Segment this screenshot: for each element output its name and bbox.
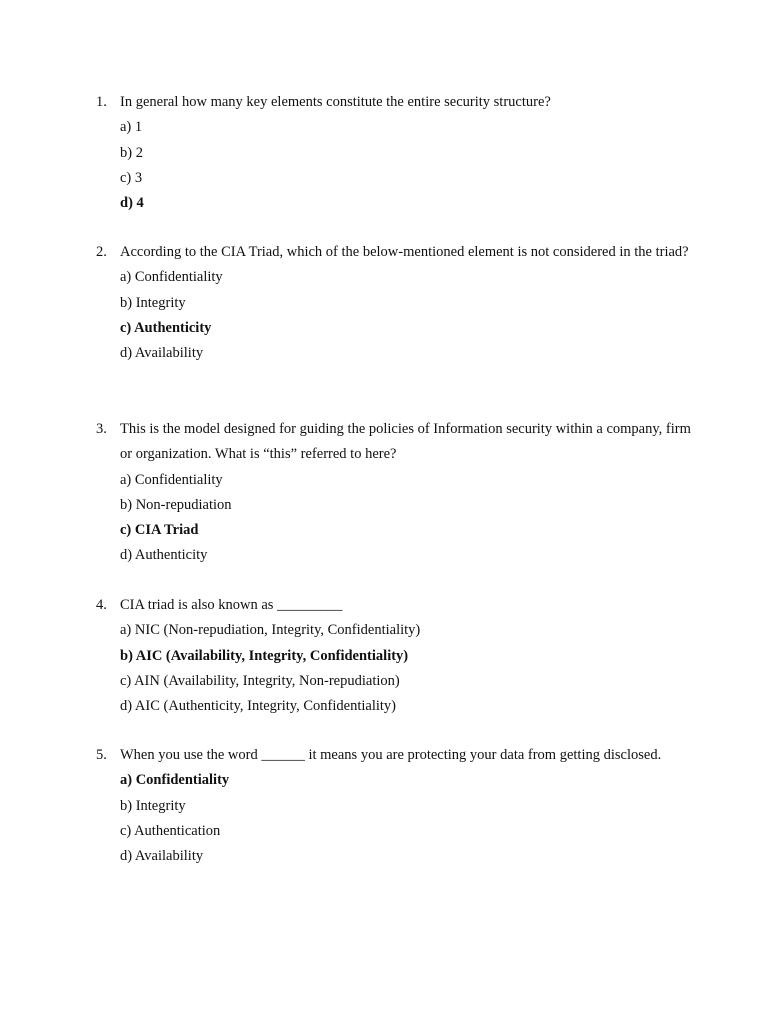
question-2	[96, 240, 706, 366]
option-d: d) AIC (Authenticity, Integrity, Confidentiality)	[120, 698, 396, 715]
option-b: b) Non-repudiation	[120, 497, 232, 514]
question-text: In general how many key elements constitute the entire security structure?	[120, 94, 551, 110]
options-list	[120, 768, 706, 869]
option-c: c) AIN (Availability, Integrity, Non-repudiation)	[120, 672, 400, 689]
option-d: d) Availability	[120, 848, 204, 865]
question-number: 2.	[96, 244, 107, 260]
question-number: 1.	[96, 94, 107, 110]
options-list	[120, 115, 706, 216]
question-1	[96, 90, 706, 216]
options-list	[120, 265, 706, 366]
option-c: c) 3	[120, 169, 143, 186]
option-d: d) Availability	[120, 345, 204, 362]
option-b: b) 2	[120, 144, 143, 161]
option-b: b) Integrity	[120, 294, 186, 311]
question-number: 3.	[96, 421, 107, 437]
option-c: c) Authenticity	[120, 319, 212, 336]
option-c: c) Authentication	[120, 822, 221, 839]
question-text: According to the CIA Triad, which of the below-mentioned element is not considered in the triad?	[120, 244, 689, 260]
options-list	[120, 618, 706, 719]
option-a: a) NIC (Non-repudiation, Integrity, Confidentiality)	[120, 622, 421, 639]
question-4	[96, 593, 706, 719]
option-d: d) 4	[120, 195, 144, 212]
question-text: When you use the word ______ it means you are protecting your data from getting disclosed.	[120, 747, 662, 763]
options-list	[120, 468, 706, 569]
question-3	[96, 417, 706, 569]
option-a: a) Confidentiality	[120, 772, 230, 789]
option-b: b) Integrity	[120, 797, 186, 814]
option-a: a) Confidentiality	[120, 269, 223, 286]
option-a: a) Confidentiality	[120, 471, 223, 488]
option-c: c) CIA Triad	[120, 522, 199, 539]
option-b: b) AIC (Availability, Integrity, Confidentiality)	[120, 647, 409, 664]
option-a: a) 1	[120, 119, 143, 136]
question-number: 5.	[96, 747, 107, 763]
question-5	[96, 743, 706, 869]
question-text: This is the model designed for guiding the policies of Information security within a company, firm or organization. What is “this” referred to here?	[120, 421, 691, 463]
question-text: CIA triad is also known as _________	[120, 597, 343, 613]
question-number: 4.	[96, 597, 107, 613]
option-d: d) Authenticity	[120, 547, 208, 564]
